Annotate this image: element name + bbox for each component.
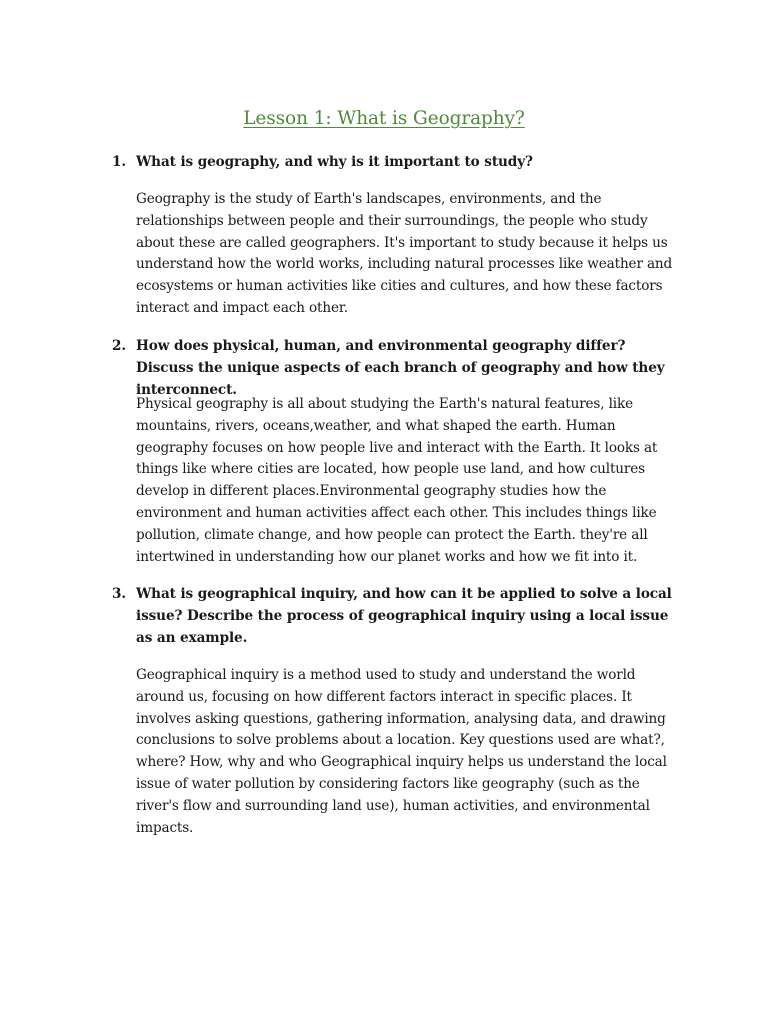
answer-2: Physical geography is all about studying the Earth's natural features, like mountains, rivers, oceans,weather, and what shaped the earth. Human geography focuses on how people live and interact with the Earth. It looks at things like where cities are located, how people use land, and how cultures develop in different places.Environmental geography studies how the environment and human activities affect each other. This includes things like pollution, climate change, and how people can protect the Earth. they're all intertwined in understanding how our planet works and how we fit into it. xyxy=(136,396,658,565)
question-text: What is geographical inquiry, and how can it be applied to solve a local issue? Describe the process of geographical inquiry using a local issue as an example. xyxy=(136,586,672,646)
question-number: 3. xyxy=(112,586,126,602)
question-1 xyxy=(112,152,682,174)
question-number: 1. xyxy=(112,154,126,170)
answer-3: Geographical inquiry is a method used to study and understand the world around us, focusing on how different factors interact in specific places. It involves asking questions, gathering information, analysing data, and drawing conclusions to solve problems about a location. Key questions used are what?, where? How, why and who Geographical inquiry helps us understand the local issue of water pollution by considering factors like geography (such as the river's flow and surrounding land use), human activities, and environmental impacts. xyxy=(136,667,667,836)
question-text: How does physical, human, and environmental geography differ? Discuss the unique aspects of each branch of geography and how they interconnect. xyxy=(136,338,665,398)
answer-1: Geography is the study of Earth's landscapes, environments, and the relationships between people and their surroundings, the people who study about these are called geographers. It's important to study because it helps us understand how the world works, including natural processes like weather and ecosystems or human activities like cities and cultures, and how these factors interact and impact each other. xyxy=(136,191,673,316)
question-text: What is geography, and why is it important to study? xyxy=(136,154,533,170)
question-number: 2. xyxy=(112,338,126,354)
question-3 xyxy=(112,584,682,649)
question-2 xyxy=(112,336,682,401)
page-title: Lesson 1: What is Geography? xyxy=(243,108,525,129)
